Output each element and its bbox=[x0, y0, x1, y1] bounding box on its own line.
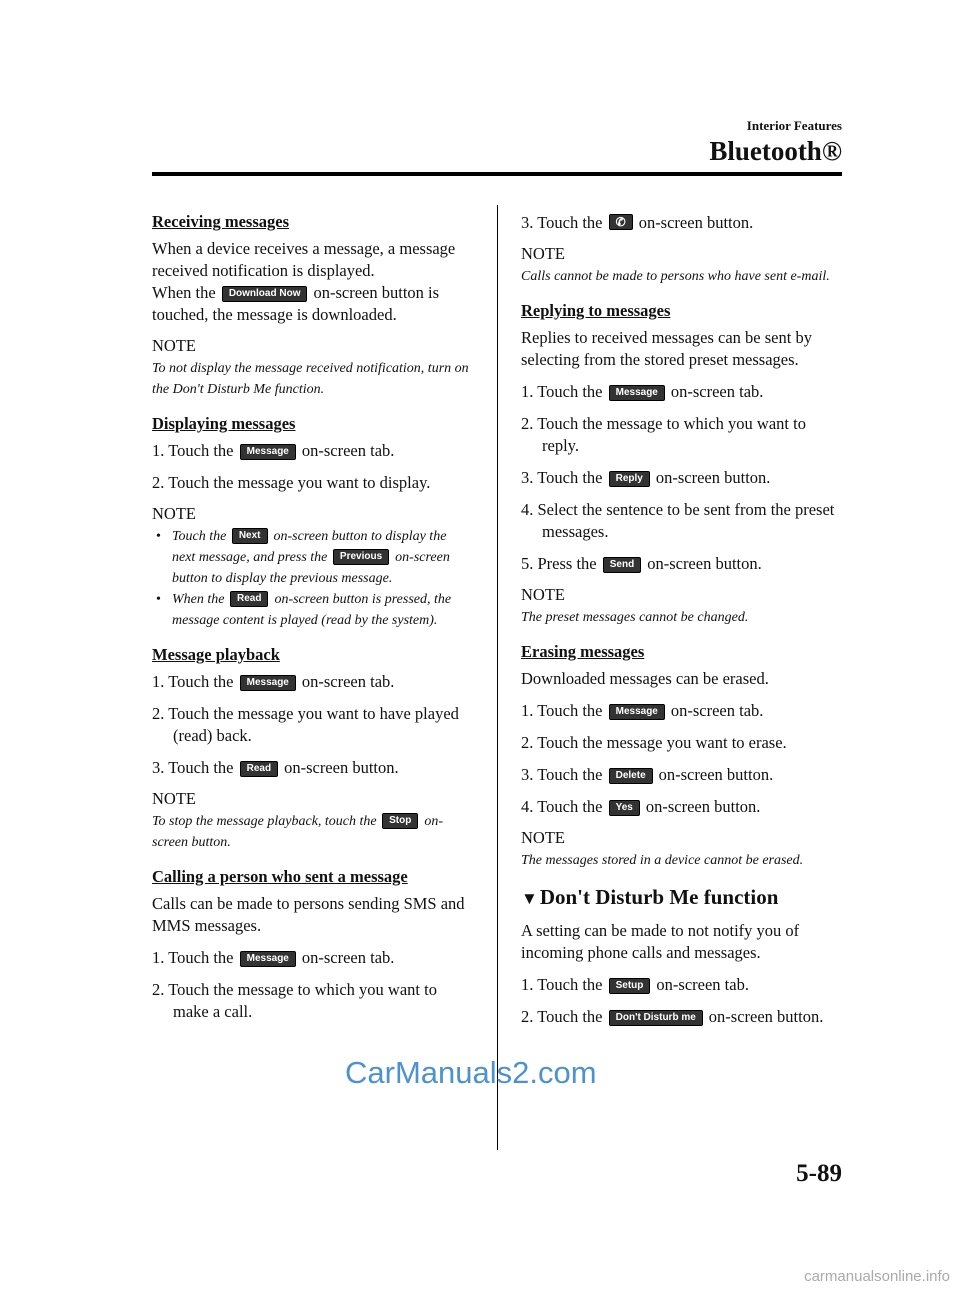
text: 1. Touch the bbox=[152, 948, 234, 967]
replying-paragraph: Replies to received messages can be sent by selecting from the stored preset messages. bbox=[521, 328, 812, 369]
text: To stop the message playback, touch the bbox=[152, 814, 377, 829]
note-bullet bbox=[152, 526, 472, 589]
text: 1. Touch the bbox=[521, 382, 603, 401]
header-title: Bluetooth® bbox=[709, 136, 842, 166]
calling-step-3 bbox=[521, 212, 841, 234]
watermark-footer[interactable]: carmanualsonline.info bbox=[804, 1268, 950, 1285]
replying-step-1 bbox=[521, 381, 841, 403]
yes-button: Yes bbox=[609, 800, 640, 816]
text: on-screen button to display the previous message. bbox=[172, 550, 450, 586]
dont-disturb-step-1 bbox=[521, 974, 841, 996]
calling-step-2: 2. Touch the message to which you want to make a call. bbox=[152, 980, 437, 1021]
text: 2. Touch the bbox=[521, 1007, 603, 1026]
reply-button: Reply bbox=[609, 471, 650, 487]
section-heading-receiving: Receiving messages bbox=[152, 212, 290, 231]
erasing-step-3 bbox=[521, 764, 841, 786]
section-heading-replying: Replying to messages bbox=[521, 301, 671, 320]
text: on-screen button. bbox=[152, 814, 444, 850]
receiving-paragraph bbox=[152, 238, 472, 326]
text: on-screen tab. bbox=[670, 701, 764, 720]
erasing-note: The messages stored in a device cannot be erased. bbox=[521, 853, 804, 868]
playback-step-1 bbox=[152, 671, 472, 693]
right-column bbox=[521, 212, 841, 1038]
text: on-screen button. bbox=[708, 1007, 824, 1026]
text: on-screen button. bbox=[638, 213, 754, 232]
send-button: Send bbox=[603, 557, 641, 573]
text: on-screen button. bbox=[284, 758, 399, 777]
triangle-marker-icon: ▼ bbox=[521, 889, 538, 908]
section-heading-erasing: Erasing messages bbox=[521, 642, 645, 661]
page-number: 5-89 bbox=[796, 1160, 842, 1187]
message-tab-button: Message bbox=[240, 951, 296, 967]
note-label: NOTE bbox=[152, 336, 196, 355]
erasing-paragraph: Downloaded messages can be erased. bbox=[521, 669, 769, 688]
dont-disturb-me-button: Don't Disturb me bbox=[609, 1010, 703, 1026]
delete-button: Delete bbox=[609, 768, 653, 784]
text: on-screen tab. bbox=[301, 672, 395, 691]
text: Touch the bbox=[172, 529, 227, 544]
section-heading-displaying: Displaying messages bbox=[152, 414, 296, 433]
displaying-step-1 bbox=[152, 440, 472, 462]
text: on-screen button to display the next message, and press the bbox=[172, 529, 447, 565]
text: 1. Touch the bbox=[521, 975, 603, 994]
text: 1. Touch the bbox=[521, 701, 603, 720]
replying-step-2: 2. Touch the message to which you want to reply. bbox=[521, 414, 806, 455]
message-tab-button: Message bbox=[609, 704, 665, 720]
message-tab-button: Message bbox=[240, 444, 296, 460]
phone-call-icon: ✆ bbox=[609, 214, 633, 230]
text: 3. Touch the bbox=[521, 213, 603, 232]
replying-step-4: 4. Select the sentence to be sent from the preset messages. bbox=[521, 500, 835, 541]
watermark-logo[interactable]: CarManuals2.com bbox=[345, 1055, 597, 1090]
calling-step-1 bbox=[152, 947, 472, 969]
download-now-button: Download Now bbox=[222, 286, 308, 302]
note-label: NOTE bbox=[152, 789, 196, 808]
text: 3. Touch the bbox=[521, 765, 603, 784]
dont-disturb-heading bbox=[521, 885, 841, 910]
text: When the bbox=[172, 592, 225, 607]
text: on-screen tab. bbox=[656, 975, 749, 994]
note-label: NOTE bbox=[521, 585, 565, 604]
text: Don't Disturb Me function bbox=[539, 885, 779, 909]
text: 3. Touch the bbox=[152, 758, 234, 777]
section-heading-playback: Message playback bbox=[152, 645, 280, 664]
note-label: NOTE bbox=[152, 504, 196, 523]
text: When the bbox=[152, 283, 216, 302]
erasing-step-2: 2. Touch the message you want to erase. bbox=[521, 733, 787, 752]
receiving-note: To not display the message received notification, turn on the Don't Disturb Me function. bbox=[152, 361, 469, 397]
text: on-screen button. bbox=[655, 468, 771, 487]
previous-button: Previous bbox=[333, 549, 389, 565]
text: on-screen button is pressed, the message content is played (read by the system). bbox=[172, 592, 452, 628]
displaying-step-2: 2. Touch the message you want to display. bbox=[152, 473, 431, 492]
erasing-step-1 bbox=[521, 700, 841, 722]
dont-disturb-step-2 bbox=[521, 1006, 841, 1028]
note-label: NOTE bbox=[521, 828, 565, 847]
dont-disturb-paragraph: A setting can be made to not notify you of incoming phone calls and messages. bbox=[521, 921, 800, 962]
read-button: Read bbox=[230, 591, 268, 607]
column-divider bbox=[497, 205, 498, 1150]
message-tab-button: Message bbox=[240, 675, 296, 691]
message-tab-button: Message bbox=[609, 385, 665, 401]
note-label: NOTE bbox=[521, 244, 565, 263]
text: 1. Touch the bbox=[152, 672, 234, 691]
playback-step-3 bbox=[152, 757, 472, 779]
replying-step-3 bbox=[521, 467, 841, 489]
stop-button: Stop bbox=[382, 813, 418, 829]
header-rule bbox=[152, 172, 842, 176]
text: on-screen tab. bbox=[670, 382, 764, 401]
text: 4. Touch the bbox=[521, 797, 603, 816]
text: on-screen tab. bbox=[301, 441, 395, 460]
text: on-screen button is touched, the message is downloaded. bbox=[152, 283, 440, 324]
section-heading-calling: Calling a person who sent a message bbox=[152, 867, 408, 886]
text: 3. Touch the bbox=[521, 468, 603, 487]
displaying-note bbox=[152, 526, 472, 631]
read-button: Read bbox=[240, 761, 278, 777]
playback-note bbox=[152, 811, 472, 853]
receiving-p1: When a device receives a message, a message received notification is displayed. bbox=[152, 239, 456, 280]
text: 5. Press the bbox=[521, 554, 597, 573]
next-button: Next bbox=[232, 528, 268, 544]
text: 1. Touch the bbox=[152, 441, 234, 460]
calling-note: Calls cannot be made to persons who have sent e-mail. bbox=[521, 269, 830, 284]
calling-paragraph: Calls can be made to persons sending SMS and MMS messages. bbox=[152, 894, 465, 935]
text: on-screen button. bbox=[647, 554, 762, 573]
header-section: Interior Features bbox=[746, 118, 842, 133]
left-column bbox=[152, 212, 472, 1033]
replying-note: The preset messages cannot be changed. bbox=[521, 610, 749, 625]
replying-step-5 bbox=[521, 553, 841, 575]
setup-tab-button: Setup bbox=[609, 978, 651, 994]
text: on-screen button. bbox=[645, 797, 761, 816]
text: on-screen button. bbox=[658, 765, 774, 784]
erasing-step-4 bbox=[521, 796, 841, 818]
playback-step-2: 2. Touch the message you want to have played (read) back. bbox=[152, 704, 459, 745]
text: on-screen tab. bbox=[301, 948, 395, 967]
note-bullet bbox=[152, 589, 472, 631]
